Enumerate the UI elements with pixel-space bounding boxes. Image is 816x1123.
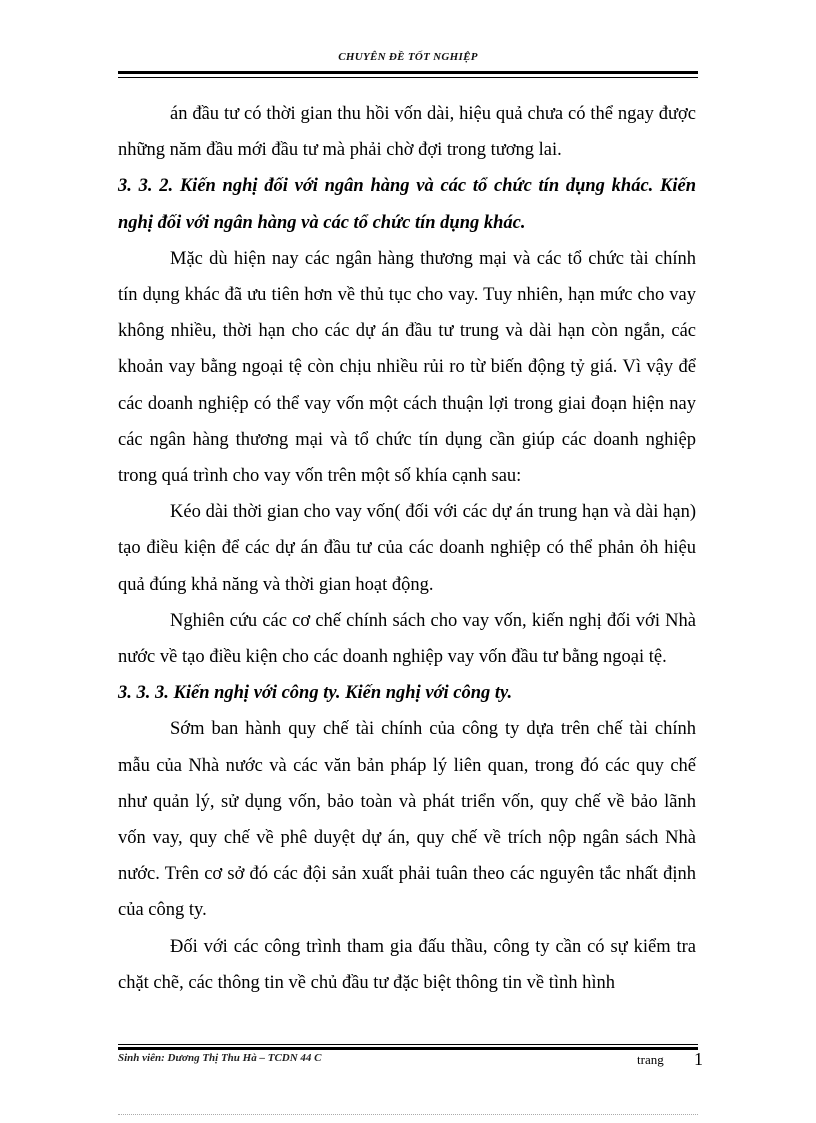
paragraph-4: Nghiên cứu các cơ chế chính sách cho vay vốn, kiến nghị đối với Nhà nước về tạo điều kiện cho các doanh nghiệp vay vốn đầu tư bằng ngoại tệ. bbox=[118, 610, 696, 668]
footer-author: Sinh viên: Dương Thị Thu Hà – TCDN 44 C bbox=[118, 1052, 322, 1064]
document-body bbox=[118, 96, 696, 1001]
footer-rule bbox=[118, 1047, 698, 1050]
footer-page-label: trang bbox=[637, 1052, 664, 1067]
paragraph-1: án đầu tư có thời gian thu hồi vốn dài, hiệu quả chưa có thể ngay được những năm đầu mới đầu tư mà phải chờ đợi trong tương lai. bbox=[118, 104, 696, 161]
section-heading-3-3-3: 3. 3. 3. Kiến nghị với công ty. Kiến nghị với công ty. bbox=[118, 683, 513, 704]
footer-page-number: 1 bbox=[694, 1049, 703, 1069]
paragraph-3: Kéo dài thời gian cho vay vốn( đối với các dự án trung hạn và dài hạn) tạo điều kiện để các dự án đầu tư của các doanh nghiệp có thể phản ỏh hiệu quả đúng khả năng và thời gian hoạt động. bbox=[118, 502, 696, 595]
page-header-title: CHUYÊN ĐỀ TỐT NGHIỆP bbox=[338, 51, 478, 63]
paragraph-5: Sớm ban hành quy chế tài chính của công ty dựa trên chế tài chính mẫu của Nhà nước và các văn bản pháp lý liên quan, trong đó các quy chế như quản lý, sử dụng vốn, bảo toàn và phát triển vốn, quy chế về bảo lãnh vốn vay, quy chế về phê duyệt dự án, quy chế về trích nộp ngân sách Nhà nước. Trên cơ sở đó các đội sản xuất phải tuân theo các nguyên tắc nhất định của công ty. bbox=[118, 719, 696, 921]
footer-rule-thin bbox=[118, 1044, 698, 1045]
header-rule-thin bbox=[118, 77, 698, 78]
paragraph-2: Mặc dù hiện nay các ngân hàng thương mại và các tổ chức tài chính tín dụng khác đã ưu tiên hơn về thủ tục cho vay. Tuy nhiên, hạn mức cho vay không nhiều, thời hạn cho các dự án đầu tư trung và dài hạn còn ngắn, các khoản vay bằng ngoại tệ còn chịu nhiều rủi ro từ biến động tỷ giá. Vì vậy để các doanh nghiệp có thể vay vốn một cách thuận lợi trong giai đoạn hiện nay các ngân hàng thương mại và tổ chức tín dụng cần giúp các doanh nghiệp trong quá trình cho vay vốn trên một số khía cạnh sau: bbox=[118, 248, 696, 487]
section-heading-3-3-2: 3. 3. 2. Kiến nghị đối với ngân hàng và các tổ chức tín dụng khác. Kiến nghị đối với ngân hàng và các tổ chức tín dụng khác. bbox=[118, 176, 696, 233]
header-rule bbox=[118, 71, 698, 74]
page-bottom-dotted-line bbox=[118, 1114, 698, 1115]
paragraph-6: Đối với các công trình tham gia đấu thầu, công ty cần có sự kiểm tra chặt chẽ, các thông tin về chủ đầu tư đặc biệt thông tin về tình hình bbox=[118, 936, 696, 993]
